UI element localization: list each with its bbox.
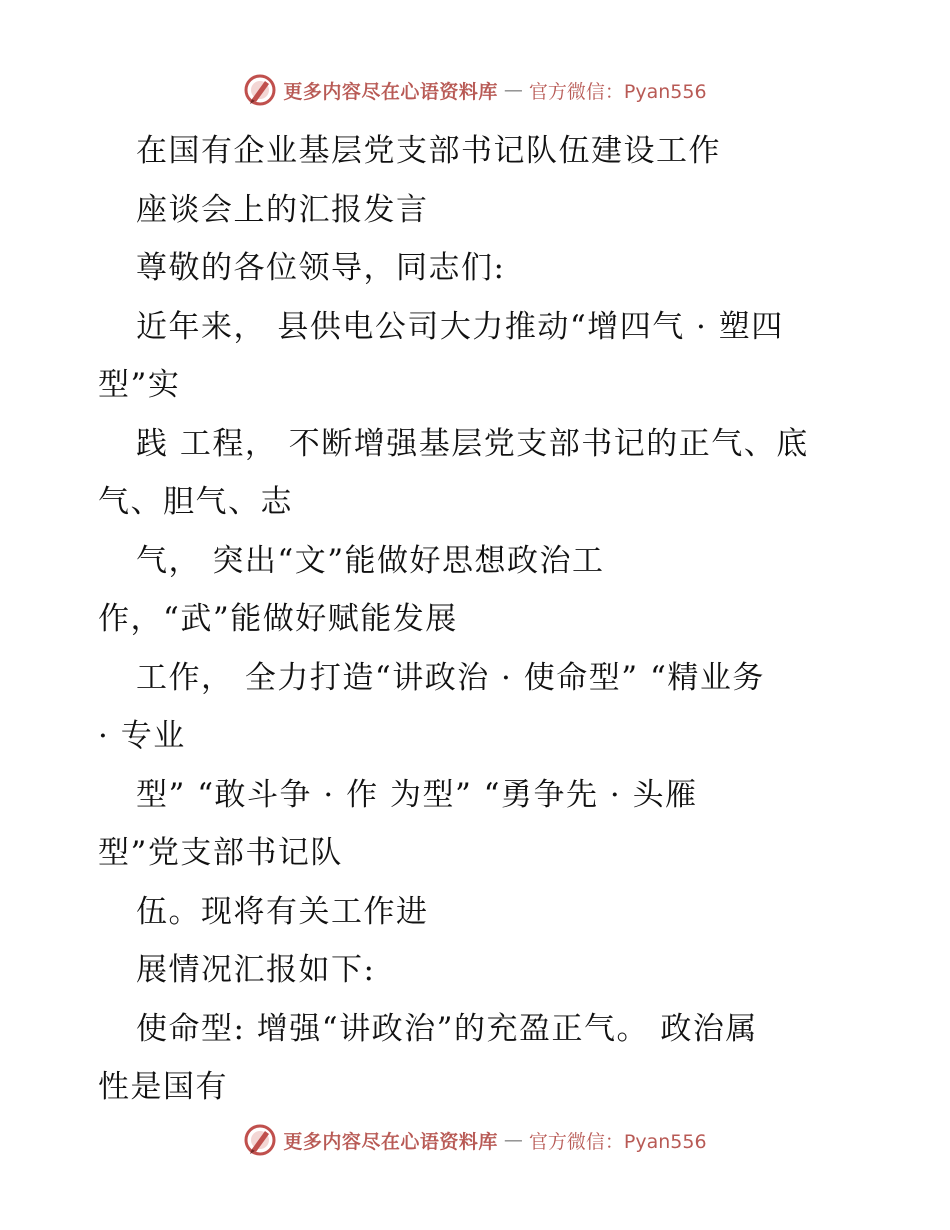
text-line: 践 工程， 不断增强基层党支部书记的正气、底 bbox=[136, 425, 809, 462]
watermark-separator: — bbox=[503, 1129, 523, 1151]
watermark-contact: 官方微信：Pyan556 bbox=[528, 1130, 707, 1153]
text-line: 作，“武”能做好赋能发展 bbox=[98, 601, 458, 637]
watermark-brand: 更多内容尽在心语资料库 bbox=[283, 80, 498, 103]
watermark-separator: — bbox=[503, 79, 523, 101]
text-line: 性是国有 bbox=[98, 1069, 228, 1105]
text-line: 伍。现将有关工作进 bbox=[136, 893, 429, 930]
text-line: 气、胆气、志 bbox=[98, 484, 293, 520]
header-watermark bbox=[0, 70, 950, 110]
footer-watermark bbox=[0, 1120, 950, 1160]
text-line: 在国有企业基层党支部书记队伍建设工作 bbox=[136, 133, 721, 169]
text-line: 座谈会上的汇报发言 bbox=[136, 191, 429, 228]
text-line: 型” “敢斗争 · 作 为型” “勇争先 · 头雁 bbox=[136, 776, 698, 813]
text-line: 气， 突出“文”能做好思想政治工 bbox=[136, 542, 605, 579]
text-line: · 专业 bbox=[98, 718, 186, 754]
text-line: 型”实 bbox=[98, 367, 181, 403]
text-line: 尊敬的各位领导，同志们: bbox=[136, 250, 506, 286]
pen-logo-icon bbox=[243, 73, 277, 107]
text-line: 工作， 全力打造“讲政治 · 使命型” “精业务 bbox=[136, 659, 765, 696]
text-line: 型”党支部书记队 bbox=[98, 835, 343, 871]
watermark-contact: 官方微信：Pyan556 bbox=[528, 80, 707, 103]
text-line: 近年来， 县供电公司大力推动“增四气 · 塑四 bbox=[136, 308, 784, 345]
watermark-brand: 更多内容尽在心语资料库 bbox=[283, 1130, 498, 1153]
text-line: 展情况汇报如下: bbox=[136, 952, 376, 988]
text-line: 使命型: 增强“讲政治”的充盈正气。 政治属 bbox=[136, 1010, 758, 1047]
pen-logo-icon bbox=[243, 1123, 277, 1157]
document-body bbox=[98, 122, 858, 1117]
